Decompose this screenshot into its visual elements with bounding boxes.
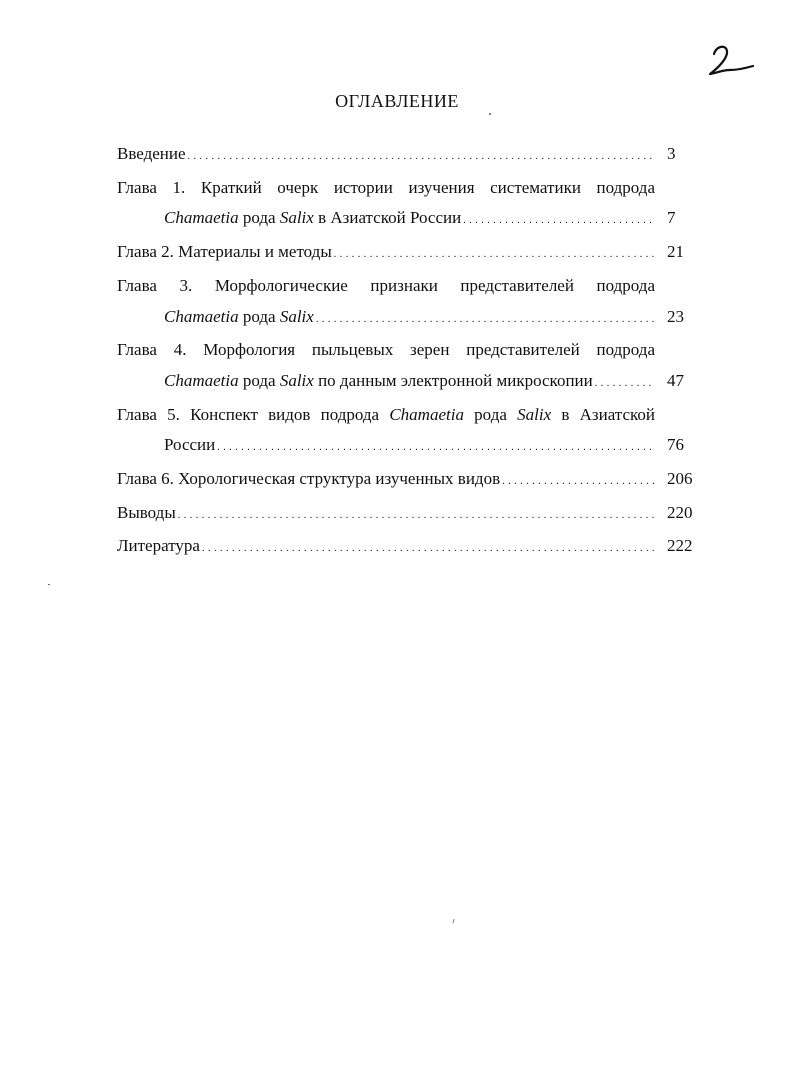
toc-page-number: 23 [667, 306, 684, 326]
toc-taxon-name: Chamaetia [389, 404, 464, 424]
toc-taxon-name: Chamaetia [164, 306, 239, 326]
toc-text-segment: рода [238, 208, 280, 228]
toc-text-segment: по данным электронной микроскопии [313, 370, 593, 390]
toc-entry [117, 498, 698, 532]
toc-page-number: 3 [667, 144, 676, 163]
toc-entry [117, 139, 698, 173]
toc-line [117, 464, 698, 498]
toc-page-number: 76 [667, 435, 684, 455]
toc-text-segment: Глава 4. Морфология пыльцевых зерен представителей подрода [117, 340, 655, 360]
handwritten-page-number-glyph [706, 40, 756, 84]
toc-line [117, 366, 698, 400]
toc-entry-text [117, 340, 655, 359]
toc-taxon-name: Chamaetia [164, 208, 239, 228]
toc-text-segment: в Азиатской России [313, 208, 462, 228]
toc-dot-leader [332, 237, 655, 271]
toc-text-segment: Литература [117, 536, 200, 556]
toc-text-segment: Глава 1. Краткий очерк истории изучения систематики подрода [117, 177, 655, 197]
toc-text-segment: Глава 6. Хорологическая структура изученных видов [117, 469, 501, 489]
toc-dot-leader [176, 498, 655, 532]
toc-taxon-name: Chamaetia [164, 370, 239, 390]
toc-entry-text [117, 237, 332, 268]
toc-line [117, 400, 655, 431]
toc-text-segment: рода [238, 370, 280, 390]
toc-entry-text [164, 302, 314, 333]
toc-entry [117, 335, 698, 399]
toc-page-number: 222 [667, 536, 693, 556]
toc-entry-text [117, 464, 500, 495]
toc-text-segment: России [164, 435, 216, 455]
toc-dot-leader [186, 139, 655, 173]
toc-line [117, 237, 698, 271]
toc-taxon-name: Salix [517, 404, 552, 424]
handwritten-page-number [706, 40, 756, 84]
toc-entry-text [117, 498, 176, 529]
toc-line [117, 531, 698, 565]
toc-text-segment: в Азиатской [551, 404, 655, 424]
toc-entry-text [117, 139, 186, 170]
toc-dot-leader [461, 203, 655, 237]
toc-page-number: 206 [667, 469, 693, 489]
toc-entry-text [117, 405, 655, 424]
toc-entry-text [117, 276, 655, 295]
toc-line [117, 203, 698, 237]
toc-entry [117, 400, 698, 464]
toc-text-segment: Глава 3. Морфологические признаки представителей подрода [117, 275, 655, 295]
toc-entry [117, 531, 698, 565]
toc-text-segment: Глава 2. Материалы и методы [117, 242, 332, 262]
scan-speck [48, 584, 50, 585]
toc-page-number: 47 [667, 370, 684, 390]
toc-entry-text [164, 366, 593, 397]
toc-dot-leader [215, 430, 655, 464]
toc-entry [117, 237, 698, 271]
toc-entry-text [164, 203, 461, 234]
toc-page-number: 21 [667, 242, 684, 262]
toc-text-segment: Глава 5. Конспект видов подрода [117, 404, 390, 424]
toc-text-segment: рода [238, 306, 280, 326]
toc-line [117, 139, 698, 173]
toc-line [117, 498, 698, 532]
toc-dot-leader [500, 464, 655, 498]
toc-text-segment: Выводы [117, 502, 176, 522]
page-title: ОГЛАВЛЕНИЕ [335, 91, 459, 111]
title-speck [489, 113, 491, 115]
toc-dot-leader [593, 366, 655, 400]
toc-page-number: 220 [667, 502, 693, 522]
toc-line [117, 430, 698, 464]
table-of-contents [117, 139, 698, 565]
toc-line [117, 173, 655, 204]
toc-entry [117, 464, 698, 498]
scan-speck [452, 919, 454, 923]
toc-line [117, 302, 698, 336]
toc-taxon-name: Salix [279, 306, 314, 326]
toc-page-number: 7 [667, 208, 676, 228]
toc-entry-text [117, 531, 200, 562]
toc-entry-text [117, 178, 655, 197]
toc-dot-leader [200, 531, 655, 565]
toc-text-segment: рода [463, 404, 518, 424]
toc-dot-leader [314, 302, 655, 336]
toc-line [117, 335, 655, 366]
toc-taxon-name: Salix [279, 370, 314, 390]
toc-entry-text [164, 430, 215, 461]
toc-taxon-name: Salix [279, 208, 314, 228]
toc-entry [117, 271, 698, 335]
toc-line [117, 271, 655, 302]
toc-text-segment: Введение [117, 144, 186, 163]
toc-entry [117, 173, 698, 237]
